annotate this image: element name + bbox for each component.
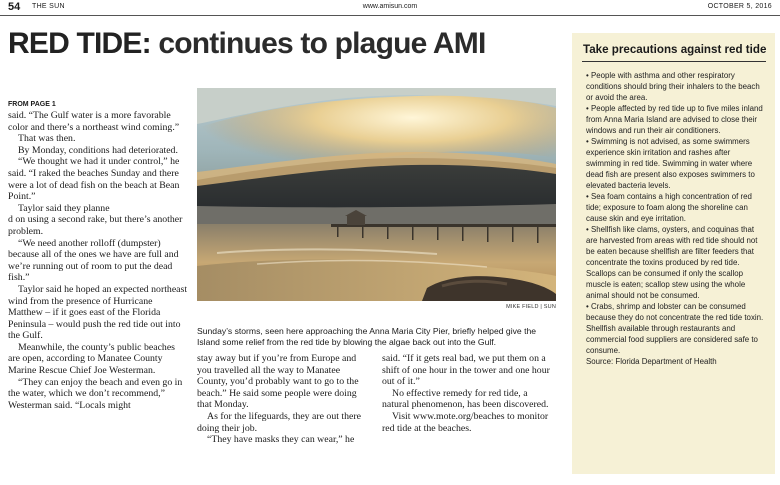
paragraph: said. “The Gulf water is a more favorable color and there’s a northeast wind coming.” <box>8 110 180 133</box>
paragraph: stay away but if you’re from Europe and you travelled all the way to Manatee County, you’d probably want to go to the beach.” He said some people were doing that Monday. <box>197 353 359 411</box>
article-column-2 <box>197 353 373 446</box>
sidebar-divider <box>582 61 766 62</box>
list-item: • People affected by red tide up to five miles inland from Anna Maria Island are advised to close their windows and run their air conditioners. <box>586 104 763 135</box>
sidebar-list <box>586 70 766 367</box>
paragraph: By Monday, conditions had deteriorated. <box>18 144 178 156</box>
source-line: Source: Florida Department of Health <box>586 357 717 366</box>
list-item: • Shellfish like clams, oysters, and coquinas that are harvested from areas with red tide should not be eaten because shellfish are filter feeders that concentrate the toxins produced by red tide. Scallops can be consumed if only the scallop muscle is eaten; scallop stew using the whole animal should not be consumed. <box>586 225 758 300</box>
paragraph: Taylor said they planne <box>18 202 110 214</box>
paragraph: As for the lifeguards, they are out there doing their job. <box>197 410 361 434</box>
sidebar-title: Take precautions against red tide <box>583 43 767 56</box>
paragraph: Taylor said he hoped an expected northeast wind from the presence of Hurricane Matthew – if it goes east of the Florida Peninsula – would push the red tide out into the Gulf. <box>8 283 188 342</box>
paragraph: That was then. <box>18 133 76 145</box>
issue-date: OCTOBER 5, 2016 <box>707 3 772 10</box>
paragraph: “We thought we had it under control,” he said. “I raked the beaches Sunday and there were a lot of dead fish on the beach at Bean Point.” <box>8 156 180 203</box>
photo-caption: Sunday’s storms, seen here approaching the Anna Maria City Pier, briefly helped give the Island some relief from the red tide by blowing the algae back out into the Gulf. <box>197 326 537 347</box>
page-header <box>0 0 780 16</box>
website-link[interactable]: www.amisun.com <box>362 3 418 10</box>
page-number: 54 <box>8 1 21 13</box>
paragraph: said. “If it gets real bad, we put them on a shift of one hour in the tower and one hour out of it.” <box>382 353 550 388</box>
list-item: • People with asthma and other respiratory conditions should bring their inhalers to the beach or avoid the area. <box>586 71 760 102</box>
headline-text: continues to plague AMI <box>158 27 486 60</box>
paragraph: Meanwhile, the county’s public beaches are open, according to Manatee County Marine Rescue Chief Joe Westerman. <box>8 341 175 377</box>
list-item: • Swimming is not advised, as some swimmers experience skin irritation and rashes after swimming in red tide. Swimming in water where dead fish are present also exposes swimmers to elevated bacteria levels. <box>586 137 755 190</box>
paragraph: “They have masks they can wear,” he <box>207 434 355 446</box>
paragraph: No effective remedy for red tide, a natural phenomenon, has been discovered. <box>382 387 549 411</box>
precautions-sidebar <box>572 33 775 474</box>
pier-storm-photo <box>197 88 556 301</box>
list-item: • Sea foam contains a high concentration of red tide; exposure to foam along the shoreline can cause skin and eye irritation. <box>586 192 752 223</box>
list-item: • Crabs, shrimp and lobster can be consumed because they do not concentrate the red tide toxin. Shellfish available through restaurants and commercial food suppliers are considered safe to consume. <box>586 302 764 355</box>
headline <box>8 27 486 61</box>
article-column-3 <box>382 353 557 434</box>
paragraph: “They can enjoy the beach and even go in the water, which we don’t recommend,” Westerman said. “Locals might <box>8 376 183 411</box>
photo-credit: MIKE FIELD | SUN <box>506 304 556 310</box>
paragraph: d on using a second rake, but there’s another problem. <box>8 214 183 237</box>
newspaper-name: THE SUN <box>32 3 65 10</box>
paragraph: “We need another rolloff (dumpster) because all of the ones we have are full and we’re running out of room to put the dead fish.” <box>8 237 179 284</box>
jump-line: FROM PAGE 1 <box>8 101 56 108</box>
paragraph: Visit www.mote.org/beaches to monitor red tide at the beaches. <box>382 410 549 434</box>
headline-kicker: RED TIDE: <box>8 27 151 60</box>
article-column-1 <box>8 100 189 411</box>
